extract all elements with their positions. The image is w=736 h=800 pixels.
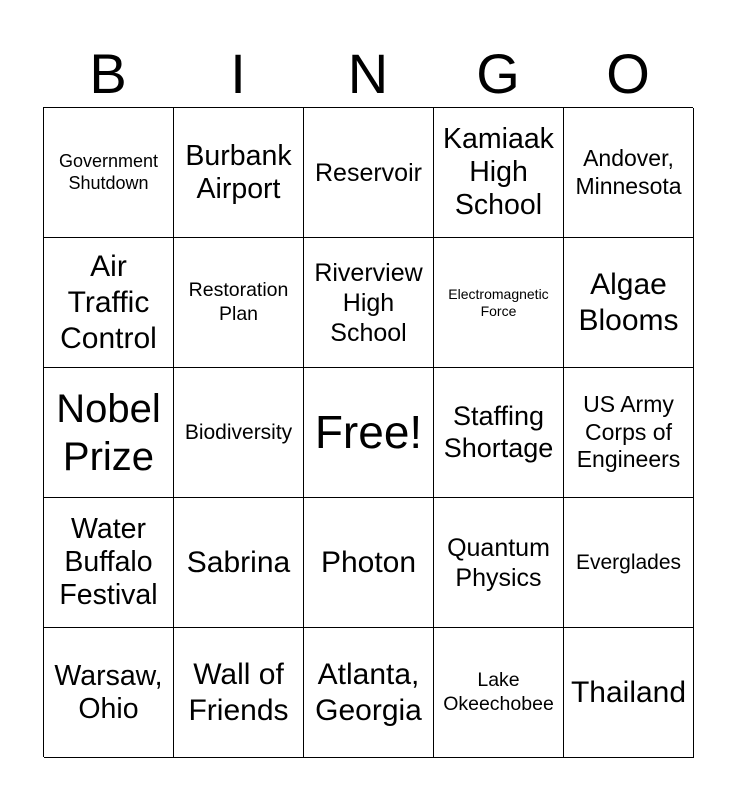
bingo-cell[interactable]: Wall of Friends bbox=[174, 628, 304, 758]
bingo-card bbox=[43, 107, 693, 757]
bingo-cell[interactable]: Sabrina bbox=[174, 498, 304, 628]
bingo-cell[interactable]: Kamiaak High School bbox=[434, 108, 564, 238]
bingo-cell[interactable]: Burbank Airport bbox=[174, 108, 304, 238]
bingo-cell[interactable]: Water Buffalo Festival bbox=[44, 498, 174, 628]
bingo-cell[interactable]: Everglades bbox=[564, 498, 694, 628]
bingo-cell[interactable]: Biodiversity bbox=[174, 368, 304, 498]
bingo-cell[interactable]: Atlanta, Georgia bbox=[304, 628, 434, 758]
bingo-cell[interactable]: Riverview High School bbox=[304, 238, 434, 368]
header-letter-g: G bbox=[476, 42, 520, 105]
bingo-header bbox=[43, 40, 693, 108]
header-letter-o: O bbox=[606, 42, 650, 105]
bingo-cell[interactable]: Photon bbox=[304, 498, 434, 628]
header-letter-b: B bbox=[89, 42, 127, 105]
bingo-cell[interactable]: Government Shutdown bbox=[44, 108, 174, 238]
bingo-cell[interactable]: Andover, Minnesota bbox=[564, 108, 694, 238]
bingo-cell[interactable]: Thailand bbox=[564, 628, 694, 758]
header-letter-i: I bbox=[230, 42, 246, 105]
bingo-cell[interactable]: US Army Corps of Engineers bbox=[564, 368, 694, 498]
bingo-cell[interactable]: Air Traffic Control bbox=[44, 238, 174, 368]
free-space-cell[interactable]: Free! bbox=[304, 368, 434, 498]
bingo-cell[interactable]: Warsaw, Ohio bbox=[44, 628, 174, 758]
bingo-cell[interactable]: Algae Blooms bbox=[564, 238, 694, 368]
bingo-cell[interactable]: Electromagnetic Force bbox=[434, 238, 564, 368]
bingo-cell[interactable]: Lake Okeechobee bbox=[434, 628, 564, 758]
bingo-cell[interactable]: Restoration Plan bbox=[174, 238, 304, 368]
bingo-cell[interactable]: Reservoir bbox=[304, 108, 434, 238]
bingo-cell[interactable]: Quantum Physics bbox=[434, 498, 564, 628]
bingo-cell[interactable]: Staffing Shortage bbox=[434, 368, 564, 498]
header-letter-n: N bbox=[347, 42, 389, 105]
bingo-cell[interactable]: Nobel Prize bbox=[44, 368, 174, 498]
